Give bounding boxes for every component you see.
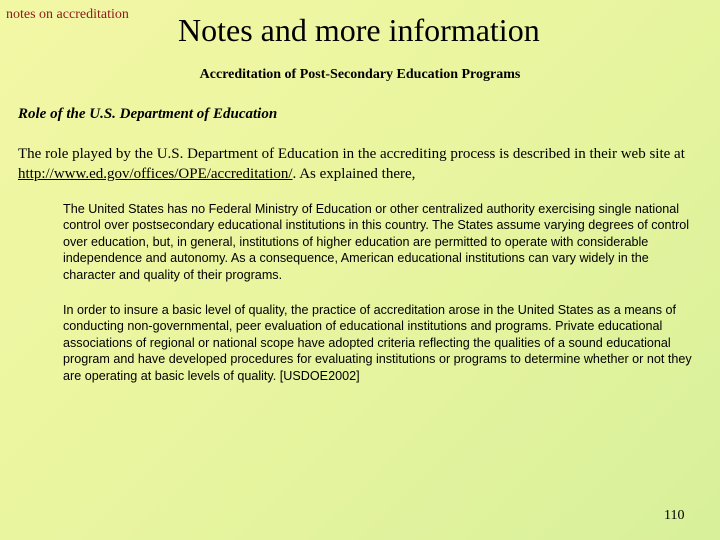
intro-text-before-link: The role played by the U.S. Department of Education in the accrediting process is described in their web site at: [18, 146, 685, 162]
page-title: Notes and more information: [178, 12, 540, 48]
corner-label: notes on accreditation: [6, 7, 129, 22]
intro-text-after-link: . As explained there,: [292, 166, 416, 182]
section-heading: Role of the U.S. Department of Education: [18, 106, 278, 122]
quote-paragraph-2: In order to insure a basic level of quality, the practice of accreditation arose in the United States as a means of conducting non-governmental, peer evaluation of educational institutions and programs. Private educational associations of regional or national scope have adopted criteria reflecting the qualities of a sound educational program and have developed procedures for evaluating institutions or programs to determine whether or not they are operating at basic levels of quality. [USDOE2002]: [63, 303, 692, 383]
intro-paragraph: [18, 144, 708, 184]
page-number: 110: [664, 508, 685, 523]
subtitle: Accreditation of Post-Secondary Education Programs: [199, 67, 521, 82]
accreditation-link[interactable]: http://www.ed.gov/offices/OPE/accreditation/: [18, 166, 293, 182]
quote-paragraph-1: The United States has no Federal Ministry of Education or other centralized authority exercising single national control over postsecondary educational institutions in this country. The States assume varying degrees of control over education, but, in general, institutions of higher education are permitted to operate with considerable independence and autonomy. As a consequence, American educational institutions can vary widely in the character and quality of their programs.: [63, 202, 690, 282]
